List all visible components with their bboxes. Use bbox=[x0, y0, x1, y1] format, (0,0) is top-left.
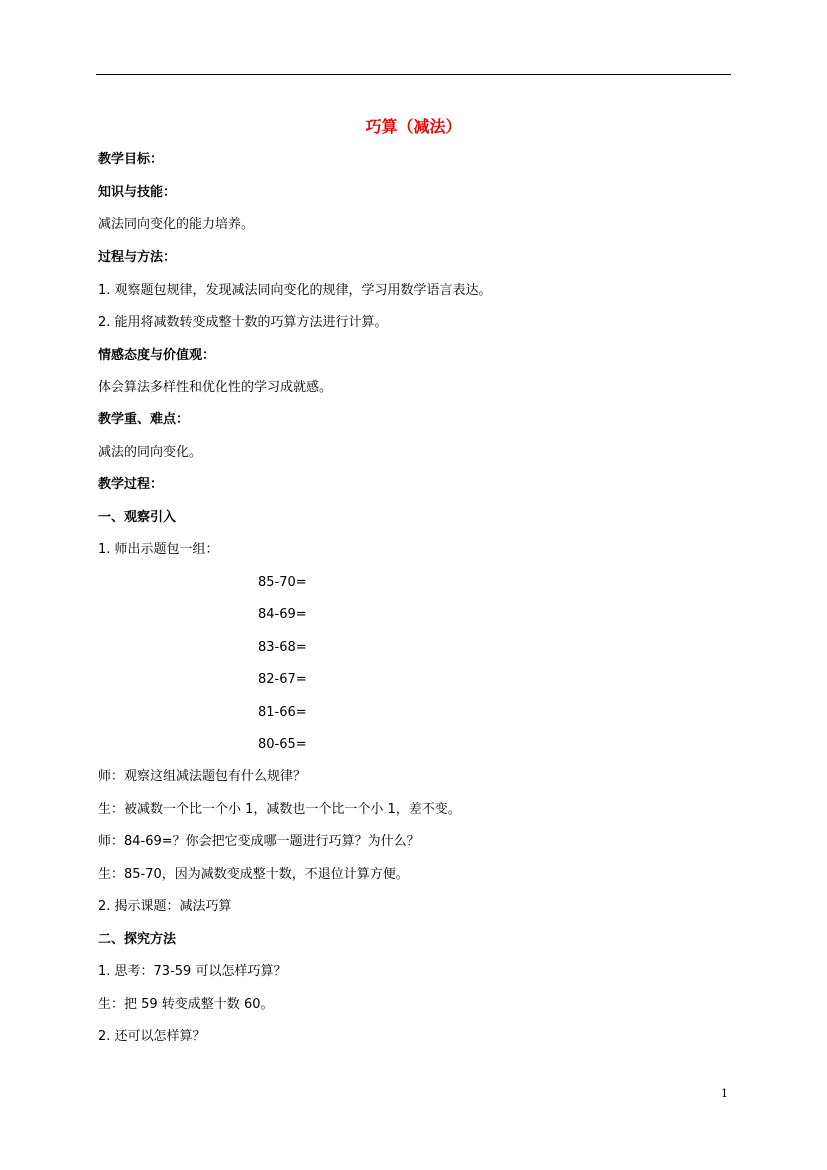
paragraph-text: 减法同向变化的能力培养。 bbox=[98, 217, 255, 232]
section-heading-teaching-goals: 教学目标： bbox=[98, 152, 164, 167]
paragraph-text: 生：85-70，因为减数变成整十数，不退位计算方便。 bbox=[98, 867, 409, 882]
paragraph-text: 生：把 59 转变成整十数 60。 bbox=[98, 997, 274, 1012]
equation-item: 80-65= bbox=[258, 737, 307, 752]
equation-item: 81-66= bbox=[258, 705, 307, 720]
paragraph-text: 师：观察这组减法题包有什么规律？ bbox=[98, 769, 307, 784]
section-heading-teaching-process: 教学过程： bbox=[98, 477, 164, 492]
header-rule bbox=[96, 74, 731, 75]
section-heading-explore: 二、探究方法 bbox=[98, 932, 177, 947]
paragraph-text: 2. 还可以怎样算？ bbox=[98, 1029, 206, 1044]
equation-item: 84-69= bbox=[258, 607, 307, 622]
section-heading-knowledge: 知识与技能： bbox=[98, 185, 177, 200]
section-heading-key-points: 教学重、难点： bbox=[98, 412, 190, 427]
paragraph-text: 1. 观察题包规律，发现减法同向变化的规律，学习用数学语言表达。 bbox=[98, 283, 492, 298]
equation-item: 83-68= bbox=[258, 640, 307, 655]
section-heading-attitude: 情感态度与价值观： bbox=[98, 348, 216, 363]
paragraph-text: 2. 能用将减数转变成整十数的巧算方法进行计算。 bbox=[98, 315, 388, 330]
paragraph-text: 1. 思考：73-59 可以怎样巧算？ bbox=[98, 964, 287, 979]
section-heading-observe: 一、观察引入 bbox=[98, 510, 177, 525]
paragraph-text: 师：84-69=？你会把它变成哪一题进行巧算？为什么？ bbox=[98, 834, 420, 849]
paragraph-text: 1. 师出示题包一组： bbox=[98, 542, 219, 557]
section-heading-process: 过程与方法： bbox=[98, 250, 177, 265]
equation-item: 82-67= bbox=[258, 672, 307, 687]
document-title: 巧算（减法） bbox=[365, 117, 462, 136]
page-number: 1 bbox=[721, 1087, 728, 1100]
paragraph-text: 生：被减数一个比一个小 1，减数也一个比一个小 1，差不变。 bbox=[98, 802, 461, 817]
paragraph-text: 体会算法多样性和优化性的学习成就感。 bbox=[98, 380, 333, 395]
equation-item: 85-70= bbox=[258, 575, 307, 590]
paragraph-text: 减法的同向变化。 bbox=[98, 445, 203, 460]
paragraph-text: 2. 揭示课题：减法巧算 bbox=[98, 899, 232, 914]
